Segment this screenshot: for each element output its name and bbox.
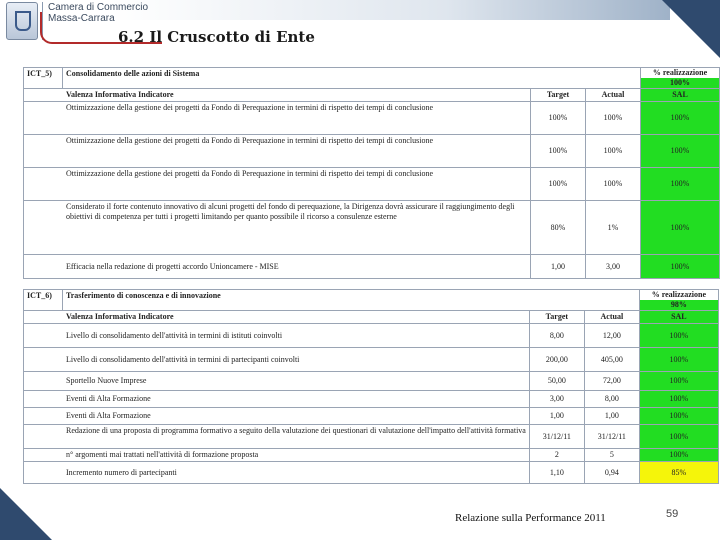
actual-value: 31/12/11 bbox=[584, 425, 639, 449]
indicator-text: Eventi di Alta Formazione bbox=[24, 408, 530, 425]
indicator-text: Sportello Nuove Imprese bbox=[24, 372, 530, 391]
indicator-text: Ottimizzazione della gestione dei progetti da Fondo di Perequazione in termini di rispetto dei tempi di conclusione bbox=[24, 135, 531, 168]
sal-value: 100% bbox=[639, 324, 718, 348]
actual-value: 405,00 bbox=[584, 348, 639, 372]
table-row bbox=[24, 348, 719, 372]
actual-value: 5 bbox=[584, 449, 639, 462]
section1-col-target: Target bbox=[531, 89, 586, 102]
section1-pct-value: 100% bbox=[641, 78, 719, 88]
page-number: 59 bbox=[666, 508, 679, 520]
target-value: 100% bbox=[531, 102, 586, 135]
sal-value: 100% bbox=[639, 391, 718, 408]
section2-col-indicator: Valenza Informativa Indicatore bbox=[24, 311, 530, 324]
target-value: 1,00 bbox=[531, 255, 586, 279]
section1-columns bbox=[24, 89, 720, 102]
section1-code: ICT_5) bbox=[24, 68, 63, 89]
sal-value: 100% bbox=[641, 168, 720, 201]
section1-name: Consolidamento delle azioni di Sistema bbox=[63, 68, 641, 89]
target-value: 80% bbox=[531, 201, 586, 255]
section2-name: Trasferimento di conoscenza e di innovazione bbox=[63, 290, 640, 311]
indicator-text: Redazione di una proposta di programma formativo a seguito della valutazione dei questionari di valutazione dell'impatto dell'attività formativa bbox=[24, 425, 530, 449]
target-value: 50,00 bbox=[529, 372, 584, 391]
sal-value: 100% bbox=[641, 201, 720, 255]
target-value: 8,00 bbox=[529, 324, 584, 348]
sal-value: 100% bbox=[639, 425, 718, 449]
section1-table bbox=[23, 67, 720, 279]
indicator-text: n° argomenti mai trattati nell'attività di formazione proposta bbox=[24, 449, 530, 462]
table-row bbox=[24, 425, 719, 449]
actual-value: 8,00 bbox=[584, 391, 639, 408]
target-value: 100% bbox=[531, 135, 586, 168]
indicator-text: Incremento numero di partecipanti bbox=[24, 462, 530, 484]
sal-value: 100% bbox=[639, 372, 718, 391]
target-value: 31/12/11 bbox=[529, 425, 584, 449]
sal-value: 100% bbox=[641, 135, 720, 168]
indicator-text: Livello di consolidamento dell'attività in termini di istituti coinvolti bbox=[24, 324, 530, 348]
actual-value: 12,00 bbox=[584, 324, 639, 348]
org-line2: Massa-Carrara bbox=[48, 13, 115, 24]
table-row bbox=[24, 372, 719, 391]
chamber-logo-icon bbox=[6, 2, 38, 40]
table-row bbox=[24, 324, 719, 348]
sal-value: 100% bbox=[639, 408, 718, 425]
actual-value: 3,00 bbox=[586, 255, 641, 279]
actual-value: 1% bbox=[586, 201, 641, 255]
section2-table bbox=[23, 289, 719, 484]
indicator-text: Considerato il forte contenuto innovativo di alcuni progetti del fondo di perequazione, la Dirigenza dovrà assicurare il raggiungimento degli obiettivi di competenza per tutti i progetti limitando per quanto possibile il ricorso a consulenze esterne bbox=[24, 201, 531, 255]
actual-value: 1,00 bbox=[584, 408, 639, 425]
page-title: 6.2 Il Cruscotto di Ente bbox=[118, 28, 315, 46]
header-gradient bbox=[110, 0, 670, 20]
actual-value: 100% bbox=[586, 135, 641, 168]
table-row bbox=[24, 391, 719, 408]
actual-value: 0,94 bbox=[584, 462, 639, 484]
section2-columns bbox=[24, 311, 719, 324]
sal-value: 85% bbox=[639, 462, 718, 484]
table-row bbox=[24, 255, 720, 279]
section1-header bbox=[24, 68, 720, 89]
corner-decoration-bottom bbox=[0, 488, 52, 540]
target-value: 2 bbox=[529, 449, 584, 462]
sal-value: 100% bbox=[641, 255, 720, 279]
table-row bbox=[24, 462, 719, 484]
section1-pct bbox=[641, 68, 720, 89]
target-value: 1,00 bbox=[529, 408, 584, 425]
section2-pct bbox=[639, 290, 718, 311]
section2-col-target: Target bbox=[529, 311, 584, 324]
indicator-text: Ottimizzazione della gestione dei progetti da Fondo di Perequazione in termini di rispetto dei tempi di conclusione bbox=[24, 168, 531, 201]
section2-col-sal: SAL bbox=[639, 311, 718, 324]
sal-value: 100% bbox=[639, 348, 718, 372]
section1-col-actual: Actual bbox=[586, 89, 641, 102]
section2-pct-value: 98% bbox=[640, 300, 718, 310]
section2-col-actual: Actual bbox=[584, 311, 639, 324]
indicator-text: Ottimizzazione della gestione dei progetti da Fondo di Perequazione in termini di rispetto dei tempi di conclusione bbox=[24, 102, 531, 135]
table-row bbox=[24, 135, 720, 168]
sal-value: 100% bbox=[639, 449, 718, 462]
sal-value: 100% bbox=[641, 102, 720, 135]
actual-value: 72,00 bbox=[584, 372, 639, 391]
table-row bbox=[24, 408, 719, 425]
target-value: 3,00 bbox=[529, 391, 584, 408]
target-value: 200,00 bbox=[529, 348, 584, 372]
section1-col-indicator: Valenza Informativa Indicatore bbox=[24, 89, 531, 102]
organization-name bbox=[48, 2, 148, 24]
actual-value: 100% bbox=[586, 102, 641, 135]
target-value: 100% bbox=[531, 168, 586, 201]
org-line1: Camera di Commercio bbox=[48, 2, 149, 13]
indicator-text: Efficacia nella redazione di progetti accordo Unioncamere - MISE bbox=[24, 255, 531, 279]
table-row bbox=[24, 168, 720, 201]
section1-pct-label: % realizzazione bbox=[652, 68, 708, 77]
section2-header bbox=[24, 290, 719, 311]
table-row bbox=[24, 449, 719, 462]
corner-decoration-top bbox=[662, 0, 720, 58]
section2-pct-label: % realizzazione bbox=[651, 290, 706, 299]
indicator-text: Livello di consolidamento dell'attività in termini di partecipanti coinvolti bbox=[24, 348, 530, 372]
table-row bbox=[24, 201, 720, 255]
section2-code: ICT_6) bbox=[24, 290, 63, 311]
indicator-text: Eventi di Alta Formazione bbox=[24, 391, 530, 408]
actual-value: 100% bbox=[586, 168, 641, 201]
footer-caption: Relazione sulla Performance 2011 bbox=[455, 512, 606, 524]
section1-col-sal: SAL bbox=[641, 89, 720, 102]
table-row bbox=[24, 102, 720, 135]
target-value: 1,10 bbox=[529, 462, 584, 484]
